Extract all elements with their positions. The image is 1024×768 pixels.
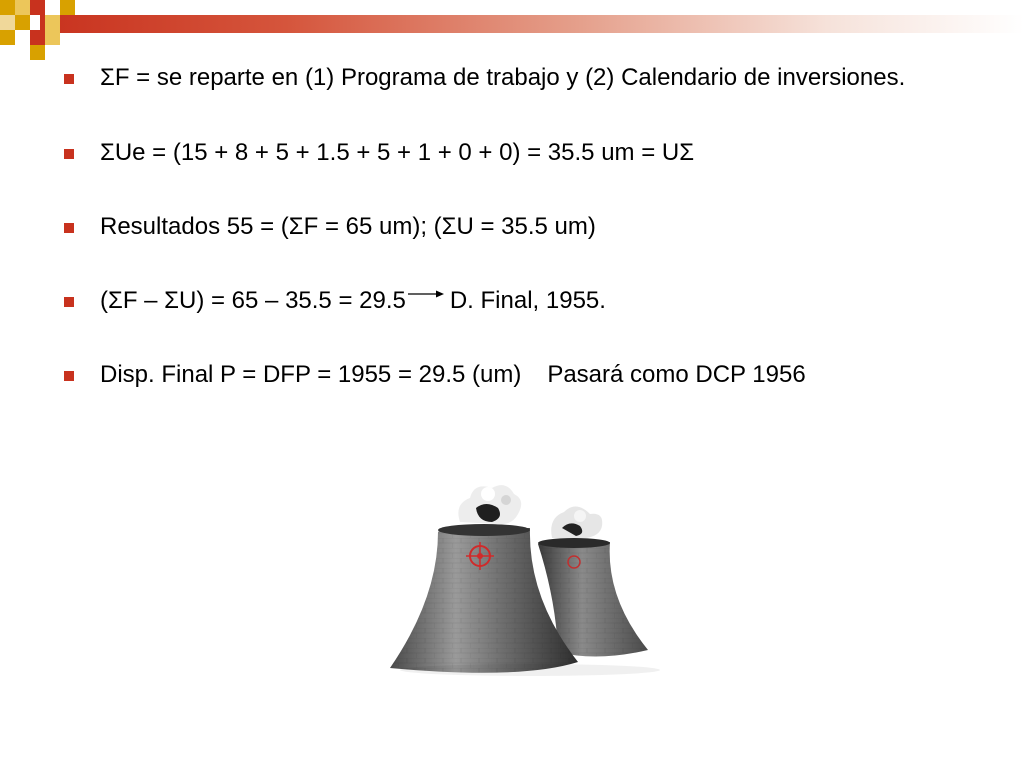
bullet-text: ΣUe = (15 + 8 + 5 + 1.5 + 5 + 1 + 0 + 0) = 35.5 um = UΣ — [100, 139, 695, 166]
header-square — [0, 0, 15, 15]
header-square — [15, 0, 30, 15]
bullet-square-icon — [64, 223, 74, 233]
header-square — [30, 30, 45, 45]
bullet-square-icon — [64, 149, 74, 159]
bullet-item — [60, 137, 990, 168]
header-square — [30, 45, 45, 60]
header-gradient-band — [40, 15, 1024, 33]
bullet-item — [60, 211, 990, 242]
bullet-text: ΣF = se reparte en (1) Programa de trabajo y (2) Calendario de inversiones. — [100, 64, 906, 91]
header-square — [45, 15, 60, 30]
header-square — [15, 15, 30, 30]
right-arrow-icon — [408, 289, 444, 299]
bullet-square-icon — [64, 74, 74, 84]
bullet-text: Disp. Final P = DFP = 1955 = 29.5 (um) — [100, 361, 522, 388]
header-square — [60, 0, 75, 15]
bullet-square-icon — [64, 371, 74, 381]
bullet-text: (ΣF – ΣU) = 65 – 35.5 = 29.5 — [100, 287, 406, 314]
bullet-item — [60, 62, 990, 93]
bullet-text: Resultados 55 = (ΣF = 65 um); (ΣU = 35.5 um) — [100, 213, 596, 240]
header-square — [45, 30, 60, 45]
bullet-text-continuation: D. Final, 1955. — [449, 287, 606, 314]
header-square — [0, 30, 15, 45]
bullet-item — [60, 359, 990, 390]
bullet-square-icon — [64, 297, 74, 307]
header-square — [30, 0, 45, 15]
cooling-towers-icon — [380, 478, 670, 688]
bullet-item — [60, 285, 990, 316]
header-square — [0, 15, 15, 30]
bullet-list — [60, 62, 990, 433]
bullet-text-continuation: Pasará como DCP 1956 — [547, 361, 806, 388]
